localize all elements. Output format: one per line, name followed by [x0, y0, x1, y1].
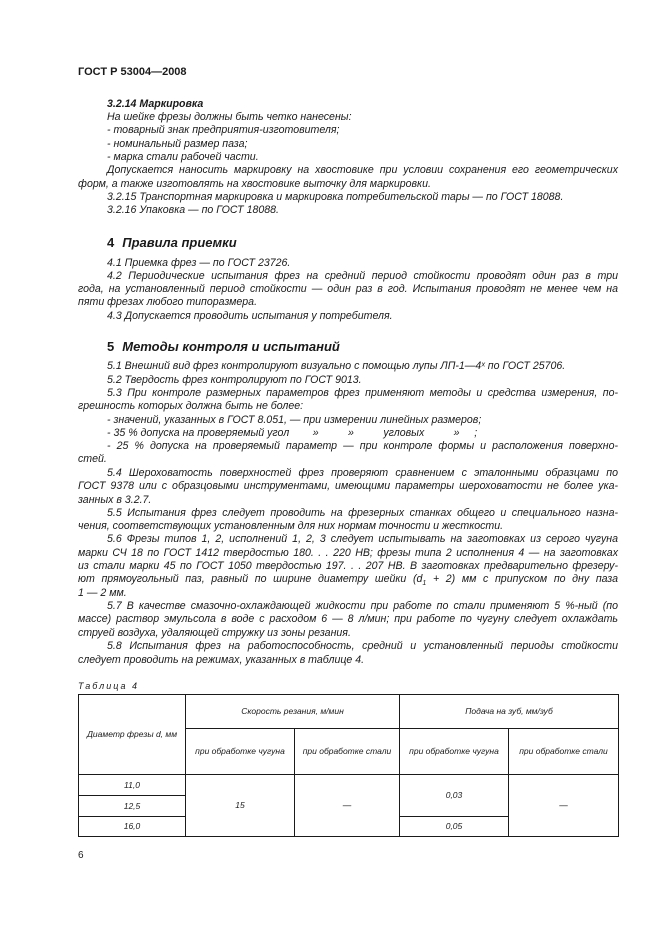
text-line: следует проводить на режимах, указанных в таблице 4.: [78, 654, 365, 666]
clause-5-3: 5.3 При контроле размерных параметров фрез применяют методы и средства измерения, по-: [107, 387, 618, 399]
clause-4-1: 4.1 Приемка фрез — по ГОСТ 23726.: [107, 257, 291, 269]
list-item: - марка стали рабочей части.: [107, 151, 259, 163]
text-line: грешность которых должна быть не более:: [78, 400, 304, 412]
header-feed: Подача на зуб, мм/зуб: [400, 695, 619, 729]
table-4: [78, 694, 619, 837]
clause-number: 3.2.14: [107, 98, 137, 110]
speed-cast-cell: 15: [186, 775, 295, 837]
section-title: Правила приемки: [122, 235, 237, 250]
clause-5-5: 5.5 Испытания фрез следует проводить на фрезерных станках общего и специального назна-: [107, 507, 618, 519]
page-number: 6: [78, 850, 84, 861]
text-line: чения, соответствующих установленным для них нормам точности и жесткости.: [78, 520, 504, 532]
text-line: марки СЧ 18 по ГОСТ 1412 твердостью 180. . . 220 НВ; фрезы типа 2 исполнения 4 — на заготовках: [78, 547, 618, 559]
header-diameter: Диаметр фрезы d, мм: [79, 695, 186, 775]
header-speed: Скорость резания, м/мин: [186, 695, 400, 729]
subheader-steel: при обработке стали: [295, 729, 400, 775]
subheader-cast: при обработке чугуна: [400, 729, 509, 775]
text-line: На шейке фрезы должны быть четко нанесены:: [107, 111, 352, 123]
text-line: 1 — 2 мм.: [78, 587, 127, 599]
list-item: - 35 % допуска на проверяемый угол » » угловых » ;: [107, 427, 478, 439]
text-line: из стали марки 45 по ГОСТ 1050 твердостью 197. . . 207 НВ. В заготовках предварительно фрезеру-: [78, 560, 618, 572]
text-line: стей.: [78, 453, 107, 465]
feed-cast-cell: 0,05: [400, 817, 509, 837]
clause-5-4: 5.4 Шероховатость поверхностей фрез проверяют сравнением с эталонными образцами по: [107, 467, 618, 479]
text-fragment: ют прямоугольный паз, равный по ширине диаметру шейки (d: [78, 573, 423, 585]
text-fragment: + 2) мм с припуском по дну паза: [426, 573, 619, 585]
section-number: 4: [107, 235, 115, 250]
section-5-heading: [107, 339, 340, 354]
section-number: 5: [107, 339, 115, 354]
section-title: Методы контроля и испытаний: [122, 339, 340, 354]
text-line: года, на установленный период стойкости — один раз в год. Испытания проводят не менее чем на: [78, 283, 618, 295]
text-line: Допускается наносить маркировку на хвостовике при условии сохранения его геометрических: [107, 164, 618, 176]
text-line: ГОСТ 9378 или с образцовыми инструментами, имеющими параметры шероховатости не более ука-: [78, 480, 618, 492]
list-item: - 25 % допуска на проверяемый параметр — при контроле формы и расположения поверхно-: [107, 440, 618, 452]
feed-steel-cell: —: [509, 775, 619, 837]
speed-steel-cell: —: [295, 775, 400, 837]
subheader-steel: при обработке стали: [509, 729, 619, 775]
clause-5-1: 5.1 Внешний вид фрез контролируют визуально с помощью лупы ЛП-1—4ˣ по ГОСТ 25706.: [107, 360, 566, 372]
clause-5-2: 5.2 Твердость фрез контролируют по ГОСТ 9013.: [107, 374, 362, 386]
diameter-cell: 11,0: [79, 775, 186, 796]
document-header: ГОСТ Р 53004—2008: [78, 66, 187, 78]
clause-3-2-15: 3.2.15 Транспортная маркировка и маркировка потребительской тары — по ГОСТ 18088.: [107, 191, 564, 203]
table-caption: Таблица 4: [78, 681, 140, 691]
text-line: форм, а также изготовлять на хвостовике выточку для маркировки.: [78, 178, 431, 190]
subheader-cast: при обработке чугуна: [186, 729, 295, 775]
clause-4-3: 4.3 Допускается проводить испытания у потребителя.: [107, 310, 393, 322]
feed-cast-cell: 0,03: [400, 775, 509, 817]
clause-3-2-14-heading: [107, 98, 618, 111]
subscript: 1: [422, 580, 427, 588]
clause-title: Маркировка: [139, 98, 204, 110]
clause-3-2-16: 3.2.16 Упаковка — по ГОСТ 18088.: [107, 204, 279, 216]
diameter-cell: 12,5: [79, 796, 186, 817]
clause-5-8: 5.8 Испытания фрез на работоспособность, средний и установленный периоды стойкости: [107, 640, 618, 652]
text-line: струей воздуха, удаляющей стружку из зоны резания.: [78, 627, 351, 639]
clause-4-2: 4.2 Периодические испытания фрез на средний период стойкости проводят один раз в три: [107, 270, 618, 282]
clause-5-6: 5.6 Фрезы типов 1, 2, исполнений 1, 2, 3 следует испытывать на заготовках из серого чугуна: [107, 533, 618, 545]
text-line: массе) раствор эмульсола в воде с расходом 6 — 8 л/мин; при работе по чугуну следует охлаждать: [78, 613, 618, 625]
list-item: - номинальный размер паза;: [107, 138, 248, 150]
clause-5-7: 5.7 В качестве смазочно-охлаждающей жидкости при работе по стали применяют 5 %-ный (по: [107, 600, 618, 612]
list-item: - товарный знак предприятия-изготовителя;: [107, 124, 340, 136]
list-item: - значений, указанных в ГОСТ 8.051, — при измерении линейных размеров;: [107, 414, 482, 426]
diameter-cell: 16,0: [79, 817, 186, 837]
text-line: пяти фрезах любого типоразмера.: [78, 296, 258, 308]
text-line: занных в 3.2.7.: [78, 494, 152, 506]
section-4-heading: [107, 235, 237, 250]
